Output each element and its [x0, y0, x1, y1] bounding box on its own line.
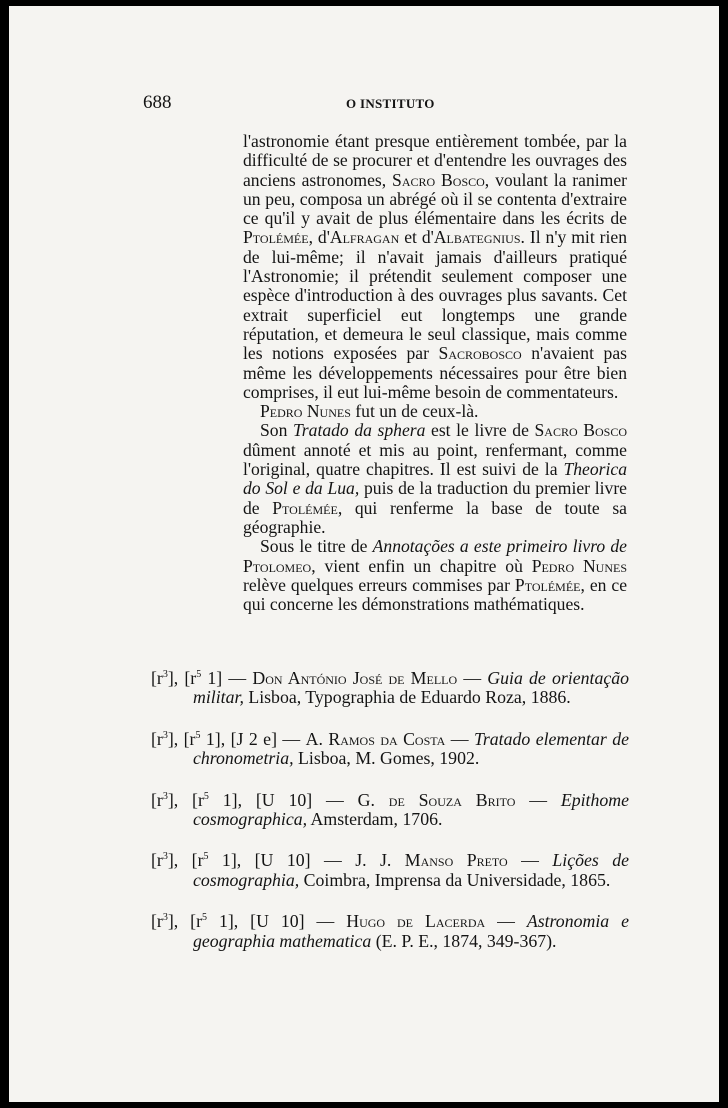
reference-entry: $[r^3]$, [$r^5$ 1], [J 2 e] — A. Ramos da Costa — Tratado elementar de chronometria, Lisboa, M. Gomes, 1902. [151, 728, 630, 769]
paragraph-4: Sous le titre de Annotações a este primeiro livro de Ptolomeo, vient enfin un chapitre où Pedro Nunes relève quelques erreurs commises par Ptolémée, en ce qui concerne les démonstrations mathématiques. [243, 536, 627, 615]
paragraph-2: Pedro Nunes fut un de ceux-là. [260, 401, 479, 422]
page-number: 688 [143, 92, 172, 113]
reference-entry: $[r^3]$, [$r^5$ 1] — Don António José de Mello — Guia de orientação militar, Lisboa, Typographia de Eduardo Roza, 1886. [151, 668, 630, 708]
book-page [9, 6, 719, 1102]
running-title: O INSTITUTO [346, 96, 435, 111]
paragraph-3: Son Tratado da sphera est le livre de Sacro Bosco dûment annoté et mis au point, renfermant, comme l'original, quatre chapitres. Il est suivi de la Theorica do Sol e da Lua, puis de la traduction du premier livre de Ptolémée, qui renferme la base de toute sa géographie. [243, 420, 627, 537]
reference-entry: $[r^3]$, [$r^5$ 1], [U 10] — Hugo de Lacerda — Astronomia e geographia mathematica (E. P. E., 1874, 349-367). [151, 911, 629, 951]
paragraph-1: l'astronomie étant presque entièrement tombée, par la difficulté de se procurer et d'entendre les ouvrages des anciens astronomes, Sacro Bosco, voulant la ranimer un peu, composa un abrégé où il se contenta d'extraire ce qu'il y avait de plus élémentaire dans les écrits de Ptolémée, d'Alfragan et d'Albategnius. Il n'y mit rien de lui-même; il n'avait jamais d'ailleurs pratiqué l'Astronomie; il prétendit seulement composer une espèce d'introduction à des ouvrages plus savants. Cet extrait superficiel eut longtemps une grande réputation, et demeura le seul classique, mais comme les notions exposées par Sacrobosco n'avaient pas même les développements nécessaires pour être bien comprises, il eut lui-même besoin de commentateurs. [243, 131, 627, 402]
reference-list [151, 669, 629, 973]
body-text [243, 132, 627, 614]
page-header [9, 92, 719, 116]
reference-entry: $[r^3]$, [$r^5$ 1], [U 10] — J. J. Manso Preto — Lições de cosmographia, Coimbra, Imprensa da Universidade, 1865. [151, 850, 630, 890]
reference-entry: $[r^3]$, [$r^5$ 1], [U 10] — G. de Souza Brito — Epithome cosmographica, Amsterdam, 1706. [151, 789, 630, 830]
